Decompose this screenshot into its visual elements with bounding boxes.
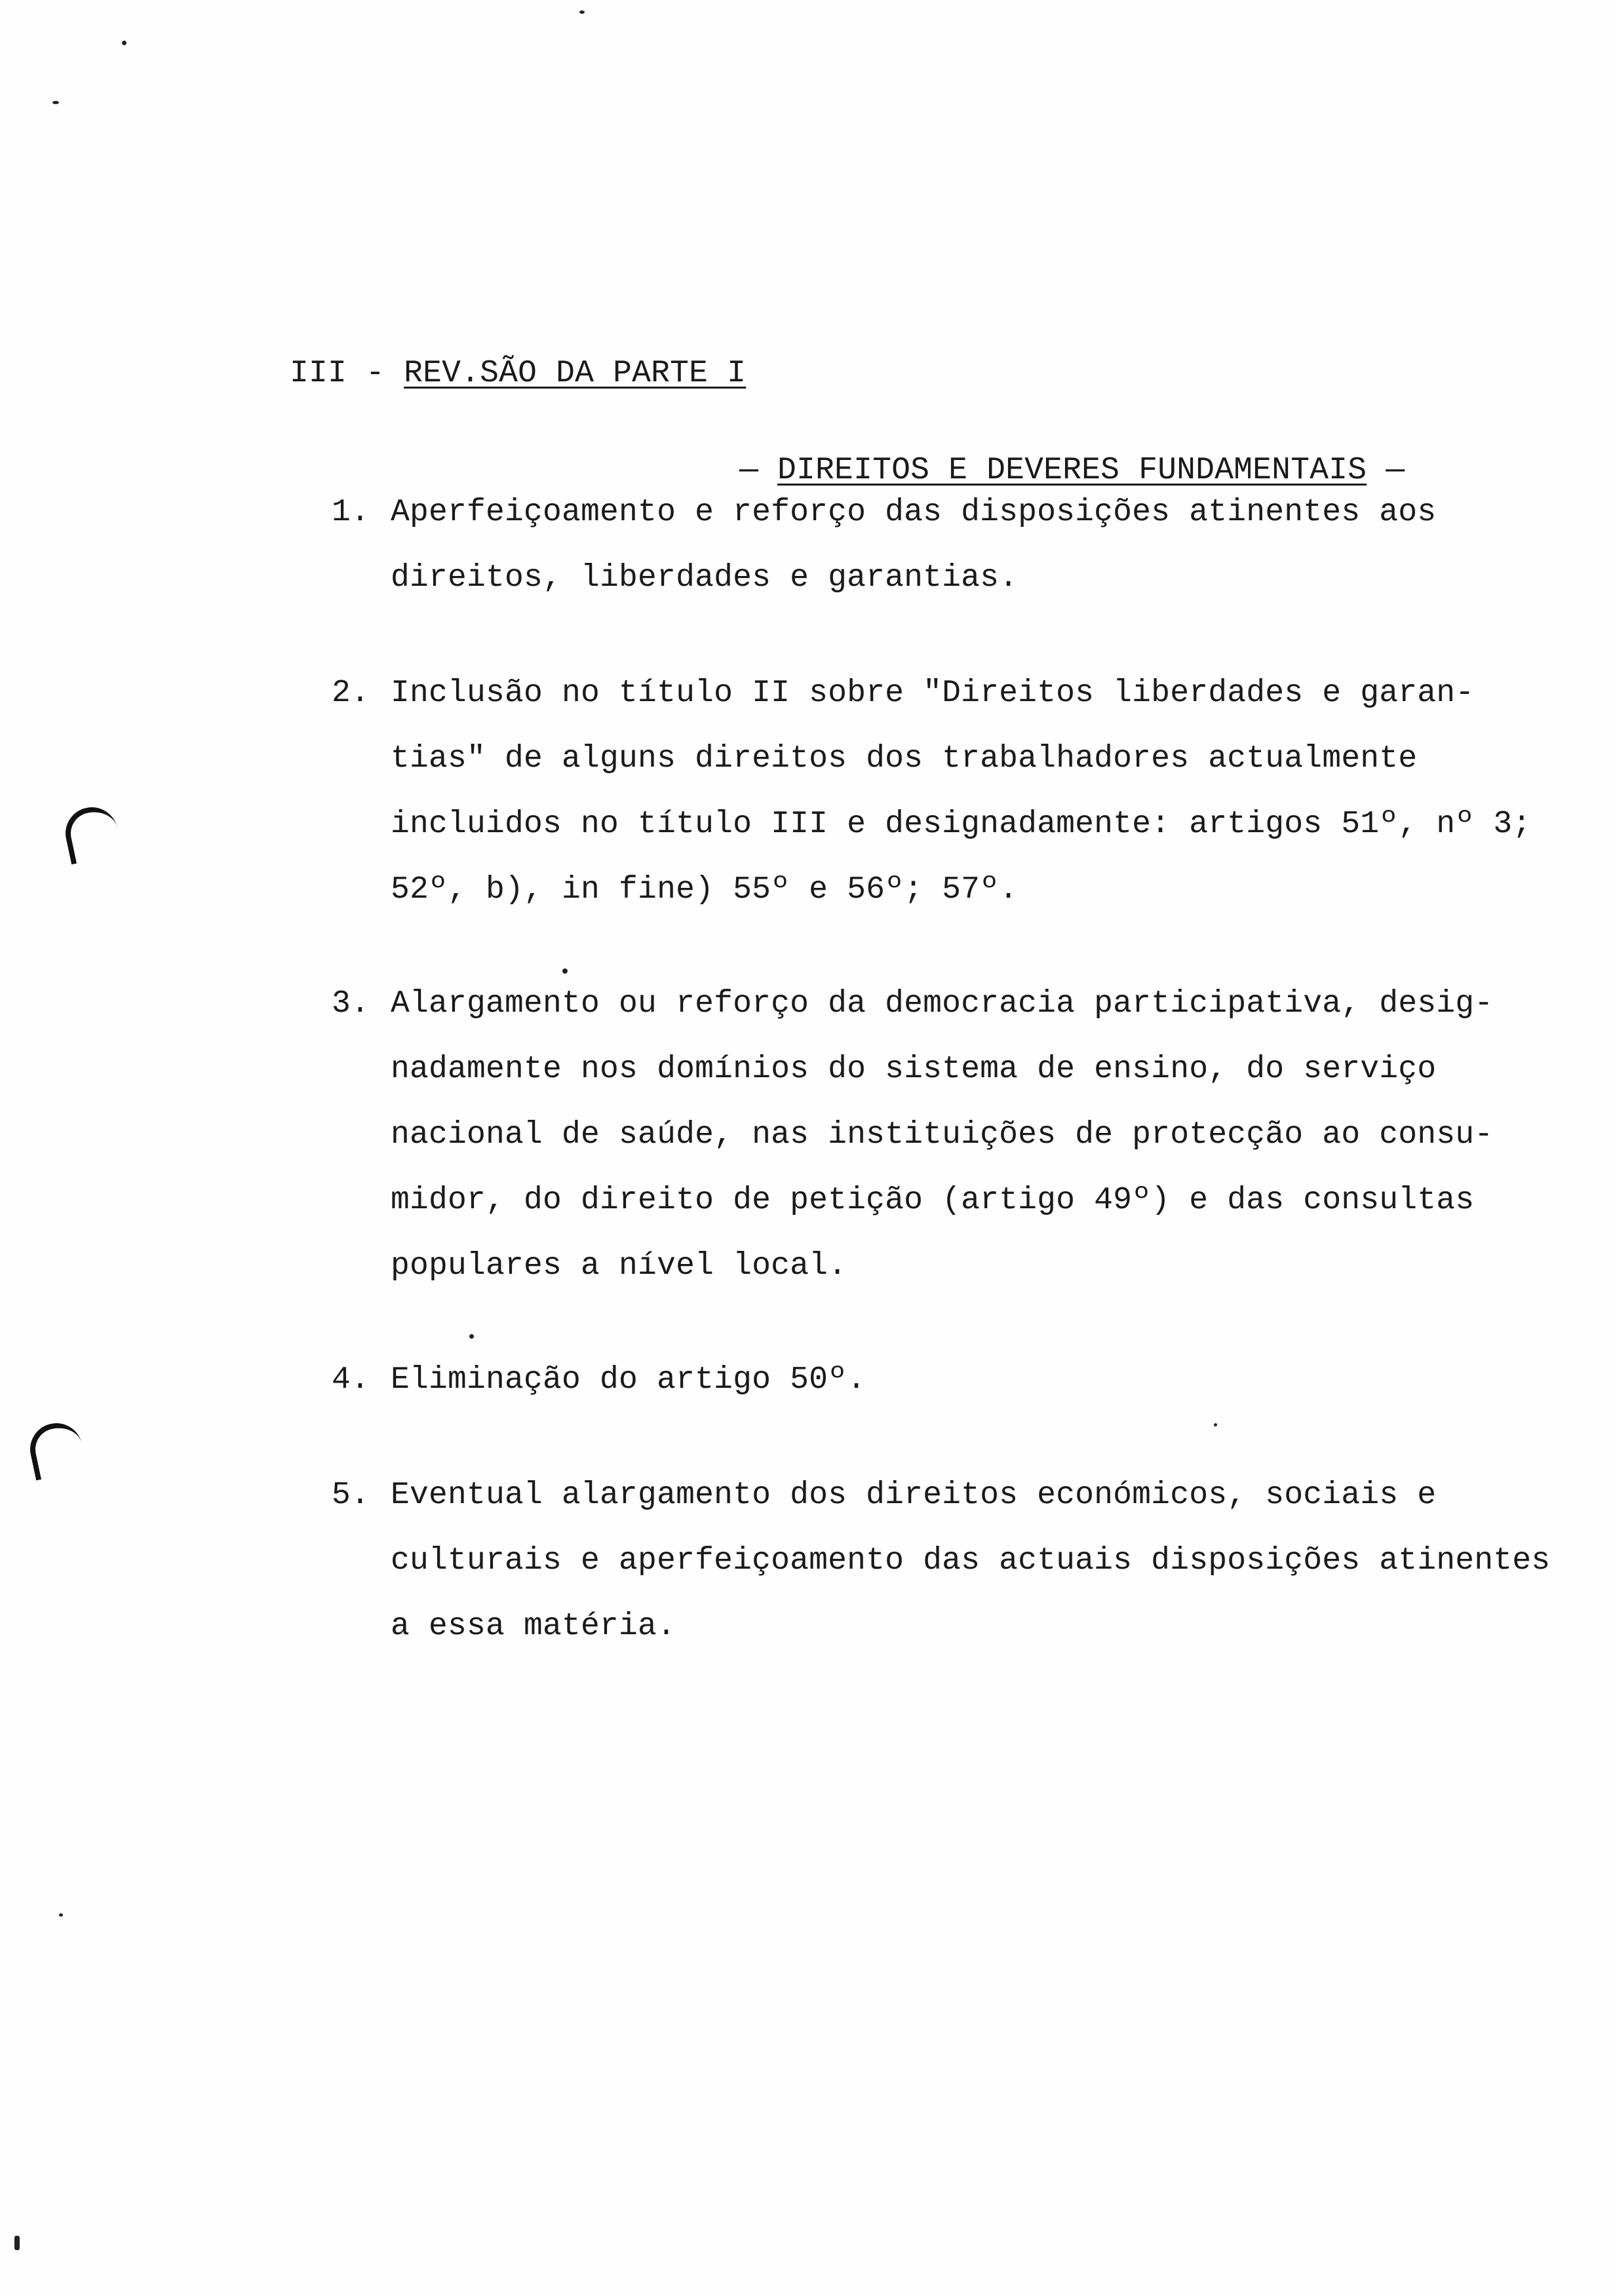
heading-title: REV.SÃO DA PARTE I bbox=[404, 356, 747, 391]
scan-speck bbox=[579, 10, 585, 14]
scan-speck bbox=[14, 2236, 20, 2250]
item-line: midor, do direito de petição (artigo 49º) e das consultas bbox=[391, 1183, 1475, 1218]
item-number: 4. bbox=[332, 1362, 370, 1398]
item-line: Inclusão no título II sobre "Direitos liberdades e garan- bbox=[391, 676, 1475, 711]
scan-speck bbox=[59, 1913, 63, 1917]
subheading-title: DIREITOS E DEVERES FUNDAMENTAIS bbox=[777, 453, 1367, 488]
subheading-dash-left: — bbox=[739, 453, 778, 488]
scan-speck bbox=[52, 101, 59, 104]
subheading-dash-right: — bbox=[1367, 453, 1405, 488]
item-line: direitos, liberdades e garantias. bbox=[391, 560, 1019, 596]
item-line: Eliminação do artigo 50º. bbox=[391, 1362, 866, 1398]
scan-speck bbox=[122, 41, 126, 45]
item-line: Eventual alargamento dos direitos económicos, sociais e bbox=[391, 1478, 1437, 1513]
item-line: incluidos no título III e designadamente: artigos 51º, nº 3; bbox=[391, 807, 1532, 842]
item-number: 1. bbox=[332, 495, 370, 530]
item-number: 3. bbox=[332, 986, 370, 1022]
item-number: 5. bbox=[332, 1478, 370, 1513]
heading-prefix: III - bbox=[290, 356, 404, 391]
scan-speck bbox=[1214, 1423, 1217, 1426]
scan-speck bbox=[562, 968, 568, 974]
scan-speck bbox=[469, 1334, 474, 1339]
punch-hole-mark bbox=[26, 1419, 88, 1481]
item-line: 52º, b), in fine) 55º e 56º; 57º. bbox=[391, 872, 1019, 908]
item-line: culturais e aperfeiçoamento das actuais disposições atinentes bbox=[391, 1543, 1551, 1578]
item-number: 2. bbox=[332, 676, 370, 711]
punch-hole-mark bbox=[61, 803, 123, 865]
item-line: Aperfeiçoamento e reforço das disposições atinentes aos bbox=[391, 495, 1437, 530]
item-line: tias" de alguns direitos dos trabalhadores actualmente bbox=[391, 741, 1418, 776]
item-line: nadamente nos domínios do sistema de ensino, do serviço bbox=[391, 1052, 1437, 1087]
item-line: Alargamento ou reforço da democracia participativa, desig- bbox=[391, 986, 1494, 1022]
item-line: a essa matéria. bbox=[391, 1609, 676, 1644]
item-line: populares a nível local. bbox=[391, 1248, 847, 1284]
item-line: nacional de saúde, nas instituições de protecção ao consu- bbox=[391, 1117, 1494, 1153]
